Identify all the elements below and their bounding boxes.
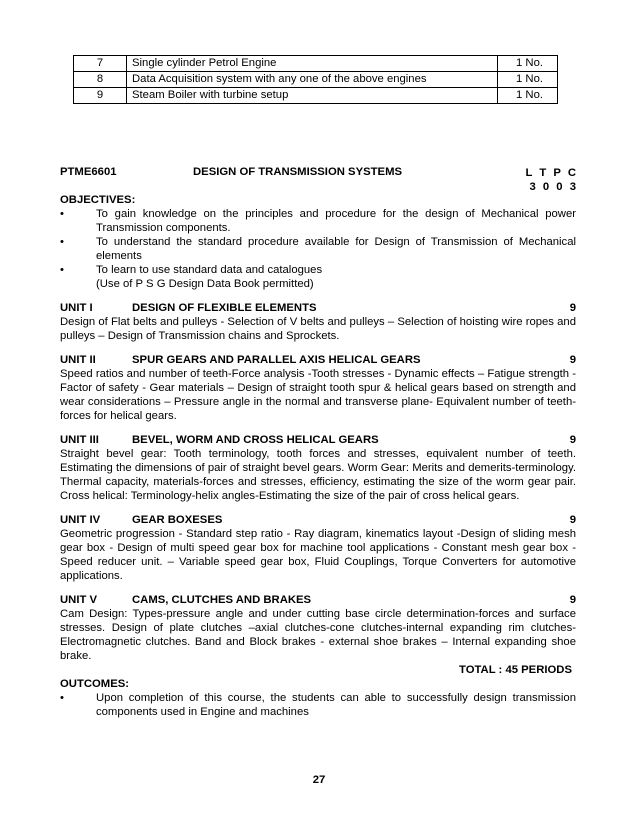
row-number: 7 [74, 56, 127, 72]
row-number: 9 [74, 88, 127, 104]
unit-number: UNIT IV [60, 514, 101, 526]
ltpc-block [525, 166, 576, 194]
row-number: 8 [74, 72, 127, 88]
page-number: 27 [312, 774, 326, 786]
table-row [74, 88, 558, 104]
total-periods: TOTAL : 45 PERIODS [459, 664, 572, 676]
unit-heading [60, 301, 576, 315]
unit-heading [60, 353, 576, 367]
course-code: PTME6601 [60, 166, 117, 178]
unit-title: BEVEL, WORM AND CROSS HELICAL GEARS [132, 434, 379, 446]
objective-text: To understand the standard procedure available for Design of Transmission of Mechanical elements [96, 236, 576, 262]
unit-body: Geometric progression - Standard step ratio - Ray diagram, kinematics layout -Design of sliding mesh gear box - Design of multi speed gear box for machine tool applications - Constant mesh gear box - Speed reducer unit. – Variable speed gear box, Fluid Couplings, Torque Converters for automotive applications. [60, 528, 576, 582]
unit-number: UNIT I [60, 302, 93, 314]
objective-text: To gain knowledge on the principles and procedure for the design of Mechanical power Transmission components. [96, 208, 576, 234]
unit-hours: 9 [569, 434, 576, 446]
equipment-item: Steam Boiler with turbine setup [127, 88, 498, 104]
bullet-icon: • [60, 236, 64, 248]
outcomes-heading: OUTCOMES: [60, 678, 130, 690]
list-item [60, 207, 576, 235]
ltpc-label: L T P C [525, 167, 576, 179]
unit-body: Speed ratios and number of teeth-Force analysis -Tooth stresses - Dynamic effects – Fatigue strength - Factor of safety - Gear materials – Design of straight tooth spur & helical gears based on strength and wear considerations – Pressure angle in the normal and transverse plane- Equivalent number of teeth-forces for helical gears. [60, 368, 576, 422]
table-row [74, 56, 558, 72]
unit-hours: 9 [569, 302, 576, 314]
equipment-quantity: 1 No. [498, 56, 558, 72]
unit-heading [60, 593, 576, 607]
equipment-item: Data Acquisition system with any one of the above engines [127, 72, 498, 88]
unit-title: SPUR GEARS AND PARALLEL AXIS HELICAL GEARS [132, 354, 421, 366]
unit-title: DESIGN OF FLEXIBLE ELEMENTS [132, 302, 317, 314]
equipment-quantity: 1 No. [498, 88, 558, 104]
course-header [60, 166, 576, 194]
outcome-text: Upon completion of this course, the students can able to successfully design transmission components used in Engine and machines [96, 692, 576, 718]
table-row [74, 72, 558, 88]
objectives-heading: OBJECTIVES: [60, 194, 136, 206]
unit-title: CAMS, CLUTCHES AND BRAKES [132, 594, 312, 606]
list-item [60, 235, 576, 263]
unit-number: UNIT II [60, 354, 96, 366]
unit-heading [60, 433, 576, 447]
bullet-icon: • [60, 264, 64, 276]
equipment-item: Single cylinder Petrol Engine [127, 56, 498, 72]
unit-number: UNIT V [60, 594, 98, 606]
list-item [60, 691, 576, 719]
course-content [60, 193, 576, 719]
equipment-table [73, 55, 558, 104]
unit-title: GEAR BOXESES [132, 514, 223, 526]
unit-hours: 9 [569, 594, 576, 606]
unit-hours: 9 [569, 514, 576, 526]
unit-number: UNIT III [60, 434, 99, 446]
ltpc-values: 3 0 0 3 [529, 181, 576, 193]
list-item [60, 263, 576, 277]
bullet-icon: • [60, 208, 64, 220]
unit-body: Cam Design: Types-pressure angle and under cutting base circle determination-forces and surface stresses. Design of plate clutches –axial clutches-cone clutches-internal expanding rim clutches-Electromagnetic clutches. Band and Block brakes - external shoe brakes – Internal expanding shoe brake. [60, 608, 576, 662]
bullet-icon: • [60, 692, 64, 704]
course-title: DESIGN OF TRANSMISSION SYSTEMS [193, 166, 403, 178]
equipment-quantity: 1 No. [498, 72, 558, 88]
unit-body: Design of Flat belts and pulleys - Selection of V belts and pulleys – Selection of hoisting wire ropes and pulleys – Design of Transmission chains and Sprockets. [60, 316, 576, 342]
unit-hours: 9 [569, 354, 576, 366]
objective-note: (Use of P S G Design Data Book permitted) [96, 278, 314, 290]
unit-body: Straight bevel gear: Tooth terminology, tooth forces and stresses, equivalent number of teeth. Estimating the dimensions of pair of straight bevel gears. Worm Gear: Merits and demerits-terminology. Thermal capacity, materials-forces and stresses, efficiency, estimating the size of the worm gear pair. Cross helical: Terminology-helix angles-Estimating the size of the pair of cross helical gears. [60, 448, 576, 502]
unit-heading [60, 513, 576, 527]
objective-text: To learn to use standard data and catalogues [96, 264, 323, 276]
